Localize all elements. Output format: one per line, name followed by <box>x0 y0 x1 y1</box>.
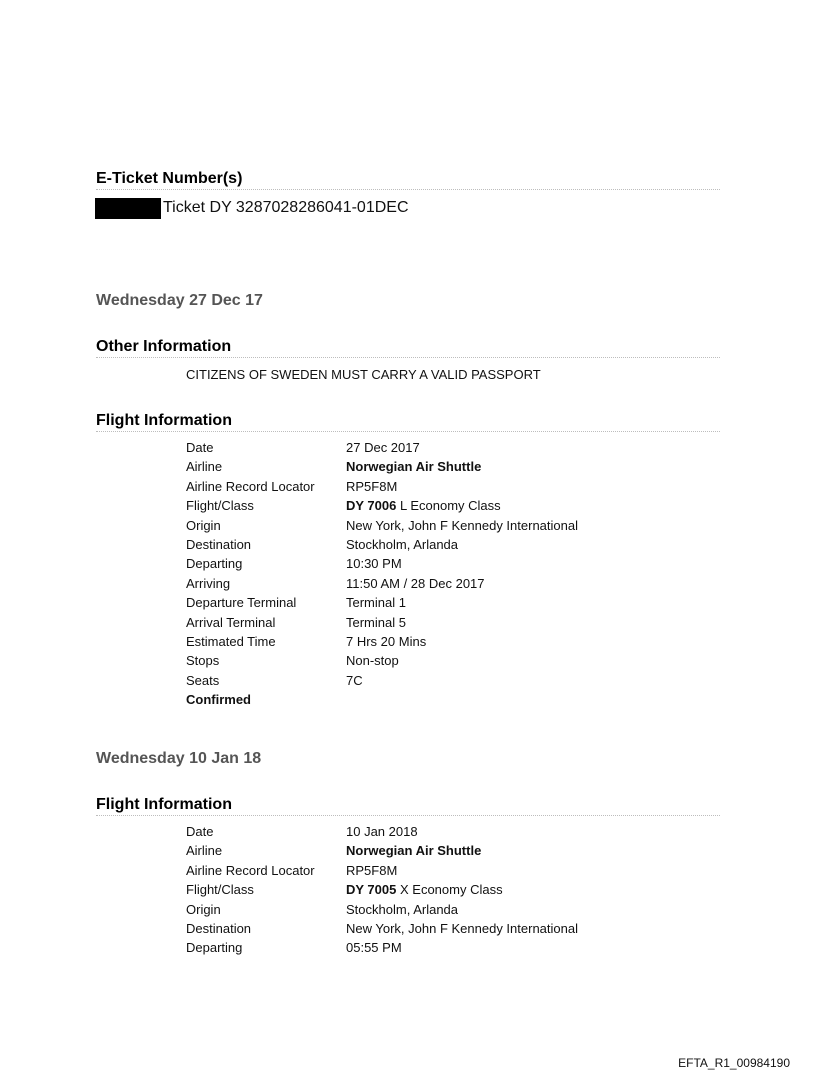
row-label: Origin <box>186 517 221 533</box>
row-label: Flight/Class <box>186 498 254 514</box>
row-label: Flight/Class <box>186 882 254 898</box>
row-value: New York, John F Kennedy International <box>346 920 578 936</box>
day-heading-2: Wednesday 10 Jan 18 <box>96 750 262 767</box>
row-value: Terminal 5 <box>346 614 406 630</box>
row-value: 7C <box>346 672 363 688</box>
row-value: Stockholm, Arlanda <box>346 536 459 552</box>
row-label: Arrival Terminal <box>186 614 276 630</box>
row-value: Norwegian Air Shuttle <box>346 843 482 859</box>
eticket-heading: E-Ticket Number(s) <box>96 170 720 190</box>
document-id: EFTA_R1_00984190 <box>678 1056 790 1070</box>
other-info-heading: Other Information <box>96 338 720 358</box>
fare-class: X Economy Class <box>399 882 503 898</box>
row-label: Destination <box>186 536 252 552</box>
row-label: Departing <box>186 940 243 956</box>
row-value: RP5F8M <box>346 478 398 494</box>
row-label: Airline Record Locator <box>186 862 315 878</box>
day-heading-1: Wednesday 27 Dec 17 <box>96 292 263 309</box>
row-label: Date <box>186 440 214 455</box>
row-value: 10:30 PM <box>346 556 402 572</box>
row-label: Departure Terminal <box>186 595 297 611</box>
row-label: Arriving <box>186 575 231 591</box>
row-label: Airline Record Locator <box>186 478 315 494</box>
flight-info-heading-2: Flight Information <box>96 796 720 816</box>
row-label: Departing <box>186 556 243 572</box>
flight-number: DY 7006 <box>346 498 397 514</box>
row-value: 27 Dec 2017 <box>346 440 420 455</box>
row-label: Estimated Time <box>186 633 276 649</box>
row-value: 7 Hrs 20 Mins <box>346 633 427 649</box>
row-value: Norwegian Air Shuttle <box>346 459 482 475</box>
flight-info-heading-1: Flight Information <box>96 412 720 432</box>
row-value: 11:50 AM / 28 Dec 2017 <box>346 575 485 591</box>
row-label: Date <box>186 824 214 839</box>
ticket-number: Ticket DY 3287028286041-01DEC <box>163 199 409 216</box>
row-label: Origin <box>186 901 221 917</box>
row-value: Non-stop <box>346 653 399 669</box>
row-value: Terminal 1 <box>346 595 406 611</box>
row-value: RP5F8M <box>346 862 398 878</box>
other-info-text: CITIZENS OF SWEDEN MUST CARRY A VALID PASSPORT <box>186 367 541 382</box>
row-label: Destination <box>186 920 252 936</box>
booking-status: Confirmed <box>186 692 251 708</box>
row-value: New York, John F Kennedy International <box>346 517 578 533</box>
row-label: Airline <box>186 459 223 475</box>
row-value <box>346 880 503 899</box>
fare-class: L Economy Class <box>399 498 501 514</box>
row-value: 05:55 PM <box>346 940 402 956</box>
row-value <box>346 496 501 515</box>
flight-number: DY 7005 <box>346 882 397 898</box>
row-label: Airline <box>186 843 223 859</box>
row-label: Stops <box>186 653 220 669</box>
row-label: Seats <box>186 672 220 688</box>
redaction-block <box>95 198 161 219</box>
row-value: 10 Jan 2018 <box>346 824 418 839</box>
ticket-line <box>95 197 409 219</box>
row-value: Stockholm, Arlanda <box>346 901 459 917</box>
